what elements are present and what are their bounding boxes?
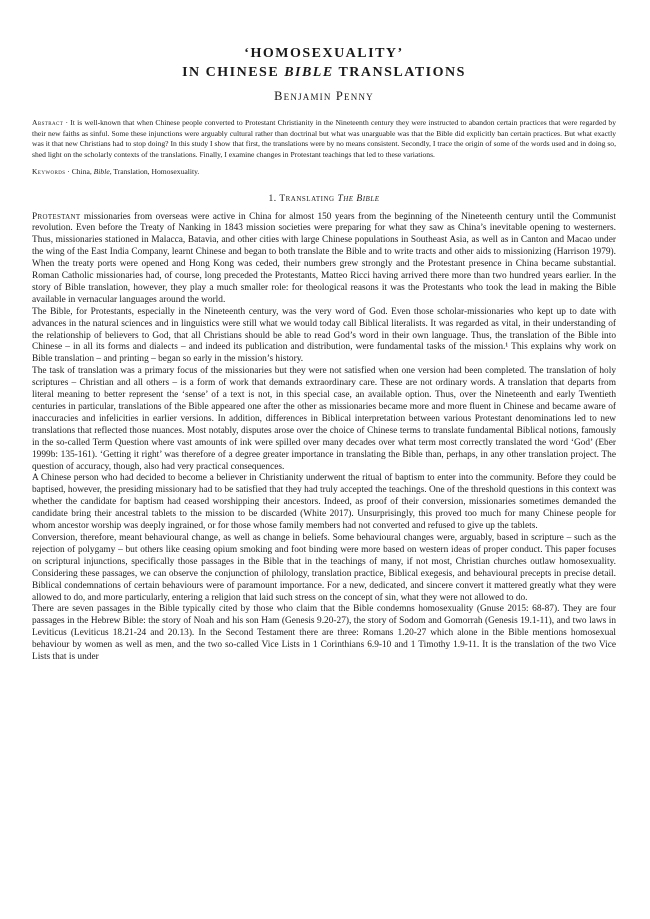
abstract-separator: · [63, 118, 71, 127]
section-heading [32, 194, 616, 204]
keywords-text-pre: China, [71, 166, 94, 176]
keywords-separator: · [65, 166, 72, 176]
keywords [32, 167, 616, 178]
abstract-text: It is well-known that when Chinese people converted to Protestant Christianity in the Nineteenth century they were instructed to abandon certain practices that were regarded by their new faiths as sinful. Some these injunctions were arguably cultural rather than doctrinal but what was unarguable was that the Bible did explicitly ban certain practices. But what exactly was it that new Christians had to stop doing? In this study I show that first, the translations were by no means consistent. Secondly, I trace the origin of some of the words used and in doing so, shed light on the scholarly contexts of the translations. Finally, I examine changes in Protestant teachings that led to these variations. [32, 118, 616, 160]
paragraph-4: A Chinese person who had decided to become a believer in Christianity underwent the ritual of baptism to enter into the community. Before they could be baptised, however, the presiding missionary had to be satisfied that they had truly accepted the teachings. One of the threshold questions in this context was whether the candidate for baptism had ceased worshipping their ancestors. Indeed, as proof of their conversion, missionaries sometimes demanded the candidate bring their ancestral tablets to the mission to be discarded (White 2017). Unsurprisingly, this proved too much for many Chinese people for whom ancestor worship was deeply ingrained, or for those whose family members had not converted and refused to give up the tablets. [32, 473, 616, 532]
section-label-em: The Bible [337, 193, 380, 204]
section-number: 1. [268, 193, 280, 204]
abstract-label: Abstract [32, 118, 64, 127]
paragraph-2: The Bible, for Protestants, especially in the Nineteenth century, was the very word of God. Even those scholar-missionaries who kept up to date with advances in the natural sciences and in linguistics were still what we would today call Biblical literalists. It was regarded as vital, in their understanding of the relationship of believers to God, that all Christians should be able to read God’s word in their own language. Thus, the translation of the Bible into Chinese – in all its forms and dialects – and indeed its publication and distribution, were fundamental tasks of the mission.¹ This explains why work on Bible translation – and printing – began so early in the mission’s history. [32, 306, 616, 365]
article-page [32, 44, 616, 664]
article-title [32, 44, 616, 82]
abstract [32, 118, 616, 161]
title-line-2-em: BIBLE [284, 65, 334, 80]
paragraph-1-lead: Protestant [32, 211, 81, 222]
title-line-1: ‘HOMOSEXUALITY’ [244, 46, 404, 61]
keywords-text-em: Bible [93, 166, 110, 176]
paragraph-1-text: missionaries from overseas were active in China for almost 150 years from the beginning of the Nineteenth century until the Communist revolution. Even before the Treaty of Nanking in 1843 mission societies were preparing for what they saw as China’s inevitable opening to westerners. Thus, missionaries stationed in Malacca, Batavia, and other cities with large Chinese populations in Southeast Asia, as well as in Canton and Macao under the wing of the East India Company, learnt Chinese and began to both translate the Bible and to write tracts and other aids to missionizing (Harrison 1979). When the treaty ports were opened and Hong Kong was ceded, their numbers grew strongly and the Protestant presence in China became substantial. Roman Catholic missionaries had, of course, long preceded the Protestants, Matteo Ricci having arrived there more than two hundred years earlier. In the story of Bible translation, however, they play a much smaller role: for theological reasons it was the Protestants who took the lead in making the Bible available in vernacular languages around the world. [32, 211, 616, 305]
paragraph-3: The task of translation was a primary focus of the missionaries but they were not satisfied when one version had been completed. The translation of holy scriptures – Christian and all others – is a form of work that demands extraordinary care. These are not ordinary words. A translation that departs from literal meaning to better represent the ‘sense’ of a text is not, in this special case, an available option. Thus, over the Nineteenth and early Twentieth centuries in particular, translations of the Bible appeared one after the other as missionaries became more and more fluent in Chinese and became aware of inaccuracies and infelicities in earlier versions. In addition, differences in Biblical interpretation between various Protestant denominations led to new translations that reflected those nuances. Most notably, disputes arose over the choice of Chinese terms to translate fundamental Biblical notions, famously in the so-called Term Question where vast amounts of ink were spilled over many decades over what term most correctly translated the word ‘God’ (Eber 1999b: 135-161). ‘Getting it right’ was therefore of a degree greater importance in translating the Bible than, perhaps, in any other translation project. The question of accuracy, though, also had very practical consequences. [32, 366, 616, 472]
title-line-2-pre: IN CHINESE [182, 65, 285, 80]
section-label-pre: Translating [279, 193, 338, 204]
paragraph-6: There are seven passages in the Bible typically cited by those who claim that the Bible condemns homosexuality (Gnuse 2015: 68-87). They are four passages in the Hebrew Bible: the story of Noah and his son Ham (Genesis 9.20-27), the story of Sodom and Gomorrah (Genesis 19.1-11), and two laws in Leviticus (Leviticus 18.21-24 and 20.13). In the Second Testament there are three: Romans 1.20-27 which alone in the Bible mentions homosexual behaviour by women as well as men, and the two so-called Vice Lists in 1 Corinthians 6.9-10 and 1 Timothy 1.9-11. It is the translation of the two Vice Lists that is under [32, 604, 616, 663]
keywords-text-post: , Translation, Homosexuality. [109, 166, 200, 176]
paragraph-1 [32, 212, 616, 307]
paragraph-5: Conversion, therefore, meant behavioural change, as well as change in beliefs. Some behavioural changes were, arguably, based in scripture – such as the rejection of polygamy – but others like ceasing opium smoking and foot binding were more based on western ideas of proper conduct. This paper focuses on scriptural injunctions, specifically those passages in the Bible that in the teachings of many, if not most, Christian churches outlaw homosexuality. Considering these passages, we can observe the conjunction of philology, translation practice, Biblical exegesis, and behavioural precepts in precise detail. Biblical condemnations of certain behaviours were of paramount importance. For a new, dedicated, and sincere convert it mattered greatly what they were allowed to do, and more particularly, entering a religion that laid such stress on the concept of sin, what they were not allowed to do. [32, 532, 616, 603]
article-author: Benjamin Penny [274, 89, 374, 103]
title-line-2-post: TRANSLATIONS [333, 65, 466, 80]
keywords-label: Keywords [32, 166, 66, 176]
